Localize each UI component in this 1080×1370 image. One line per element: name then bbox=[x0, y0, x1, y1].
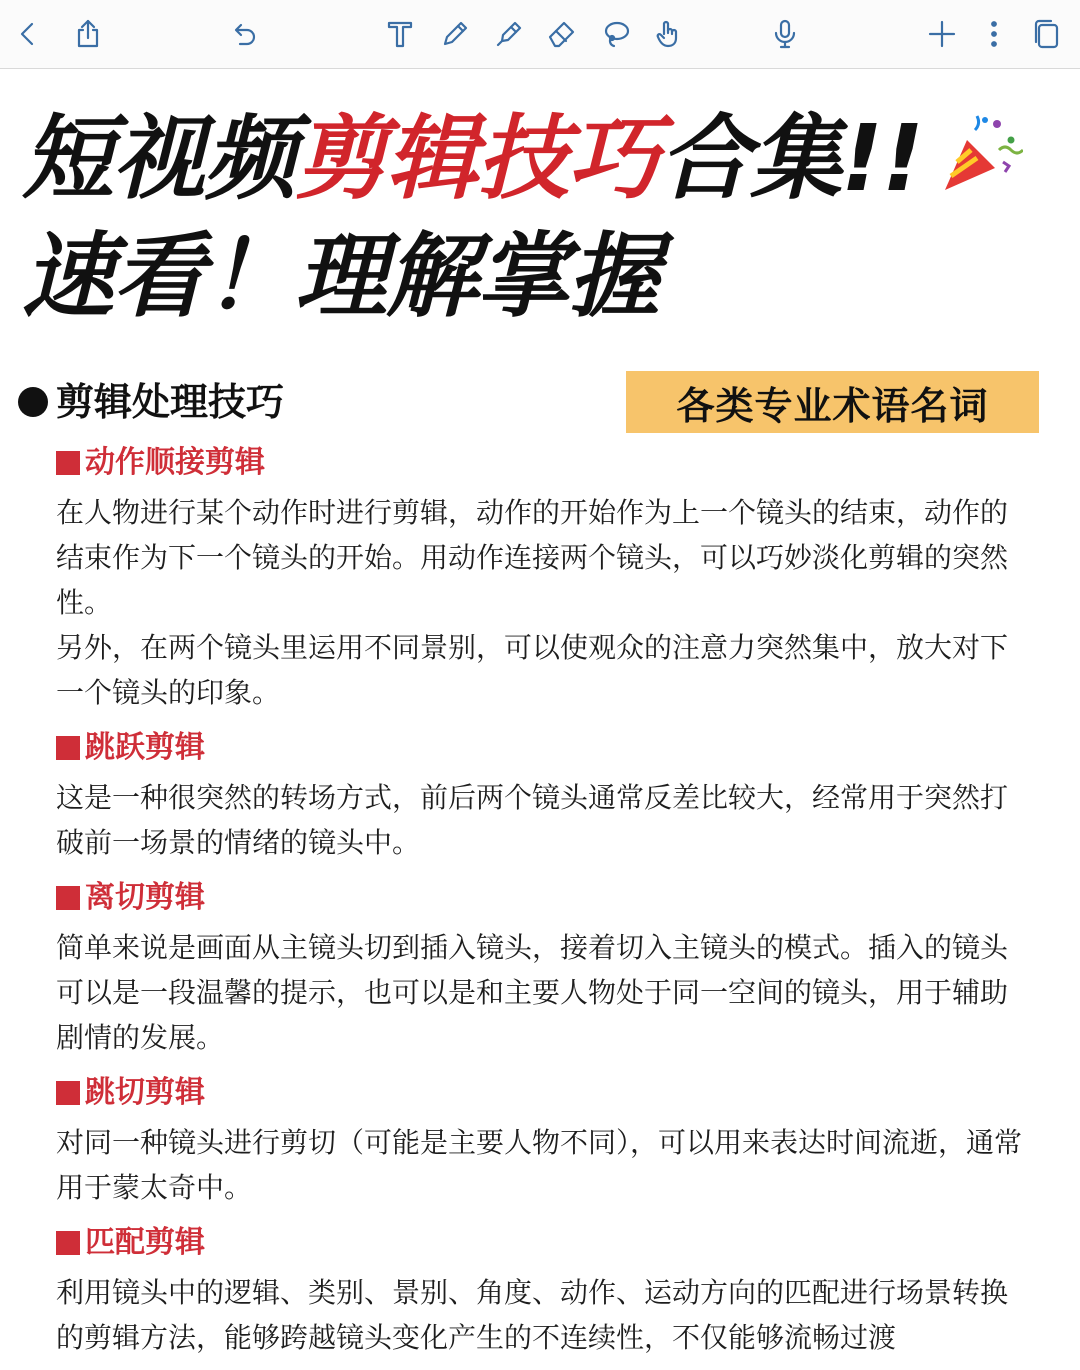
red-square-icon bbox=[56, 736, 80, 760]
term-title-text: 动作顺接剪辑 bbox=[85, 445, 265, 480]
term-title bbox=[56, 725, 1026, 771]
undo-button[interactable] bbox=[222, 12, 266, 56]
pages-icon bbox=[1030, 18, 1062, 50]
term-title-text: 跳切剪辑 bbox=[85, 1075, 205, 1110]
microphone-icon bbox=[769, 18, 801, 50]
term-title-text: 跳跃剪辑 bbox=[85, 730, 205, 765]
term-description: 利用镜头中的逻辑、类别、景别、角度、动作、运动方向的匹配进行场景转换的剪辑方法，能够跨越镜头变化产生的不连续性，不仅能够流畅过渡 bbox=[56, 1276, 1009, 1354]
term-description-extra: 另外，在两个镜头里运用不同景别，可以使观众的注意力突然集中，放大对下一个镜头的印象。 bbox=[56, 631, 1009, 709]
page-headline bbox=[22, 100, 1062, 336]
term-description: 简单来说是画面从主镜头切到插入镜头，接着切入主镜头的模式。插入的镜头可以是一段温馨的提示，也可以是和主要人物处于同一空间的镜头，用于辅助剧情的发展。 bbox=[56, 931, 1009, 1054]
term-title-text: 匹配剪辑 bbox=[85, 1225, 205, 1260]
headline-black-part: 短视频 bbox=[22, 105, 296, 212]
red-square-icon bbox=[56, 451, 80, 475]
lasso-tool-button[interactable] bbox=[594, 12, 638, 56]
term-description: 这是一种很突然的转场方式，前后两个镜头通常反差比较大，经常用于突然打破前一场景的情绪的镜头中。 bbox=[56, 781, 1009, 859]
term-title-text: 离切剪辑 bbox=[85, 880, 205, 915]
highlighter-tool-button[interactable] bbox=[487, 12, 531, 56]
app-toolbar bbox=[0, 0, 1080, 69]
touch-tool-button[interactable] bbox=[646, 12, 690, 56]
eraser-icon bbox=[546, 18, 578, 50]
microphone-button[interactable] bbox=[763, 12, 807, 56]
term-title bbox=[56, 875, 1026, 921]
eraser-tool-button[interactable] bbox=[540, 12, 584, 56]
term-block bbox=[56, 875, 1026, 1060]
term-description: 在人物进行某个动作时进行剪辑，动作的开始作为上一个镜头的结束，动作的结束作为下一个镜头的开始。用动作连接两个镜头，可以巧妙淡化剪辑的突然性。 bbox=[56, 496, 1009, 619]
term-title bbox=[56, 1070, 1026, 1116]
headline-line-2: 速看！理解掌握 bbox=[22, 223, 660, 330]
headline-line-1 bbox=[22, 100, 1062, 218]
red-square-icon bbox=[56, 1231, 80, 1255]
term-block bbox=[56, 1070, 1026, 1210]
undo-icon bbox=[228, 18, 260, 50]
chevron-left-icon bbox=[12, 18, 44, 50]
headline-red-part: 剪辑技巧 bbox=[295, 105, 660, 212]
hand-pointer-icon bbox=[652, 18, 684, 50]
section-title bbox=[18, 378, 284, 426]
share-icon bbox=[72, 18, 104, 50]
red-square-icon bbox=[56, 886, 80, 910]
text-tool-icon bbox=[384, 18, 416, 50]
back-button[interactable] bbox=[6, 12, 50, 56]
term-title bbox=[56, 1220, 1026, 1266]
lasso-icon bbox=[600, 18, 632, 50]
bullet-dot-icon bbox=[18, 387, 48, 417]
red-square-icon bbox=[56, 1081, 80, 1105]
pages-button[interactable] bbox=[1024, 12, 1068, 56]
party-popper-icon bbox=[937, 110, 1023, 196]
terms-list bbox=[56, 440, 1026, 1370]
term-block bbox=[56, 440, 1026, 715]
text-tool-button[interactable] bbox=[378, 12, 422, 56]
terms-badge: 各类专业术语名词 bbox=[626, 371, 1039, 433]
pen-icon bbox=[439, 18, 471, 50]
more-vertical-icon bbox=[978, 18, 1010, 50]
section-title-text: 剪辑处理技巧 bbox=[56, 380, 285, 424]
term-description: 对同一种镜头进行剪切（可能是主要人物不同），可以用来表达时间流逝，通常用于蒙太奇中。 bbox=[56, 1126, 1023, 1204]
more-button[interactable] bbox=[972, 12, 1016, 56]
term-title bbox=[56, 440, 1026, 486]
highlighter-icon bbox=[493, 18, 525, 50]
add-button[interactable] bbox=[920, 12, 964, 56]
term-block bbox=[56, 725, 1026, 865]
term-block bbox=[56, 1220, 1026, 1360]
share-button[interactable] bbox=[66, 12, 110, 56]
headline-tail-part: 合集!! bbox=[659, 105, 923, 212]
plus-icon bbox=[926, 18, 958, 50]
pen-tool-button[interactable] bbox=[433, 12, 477, 56]
